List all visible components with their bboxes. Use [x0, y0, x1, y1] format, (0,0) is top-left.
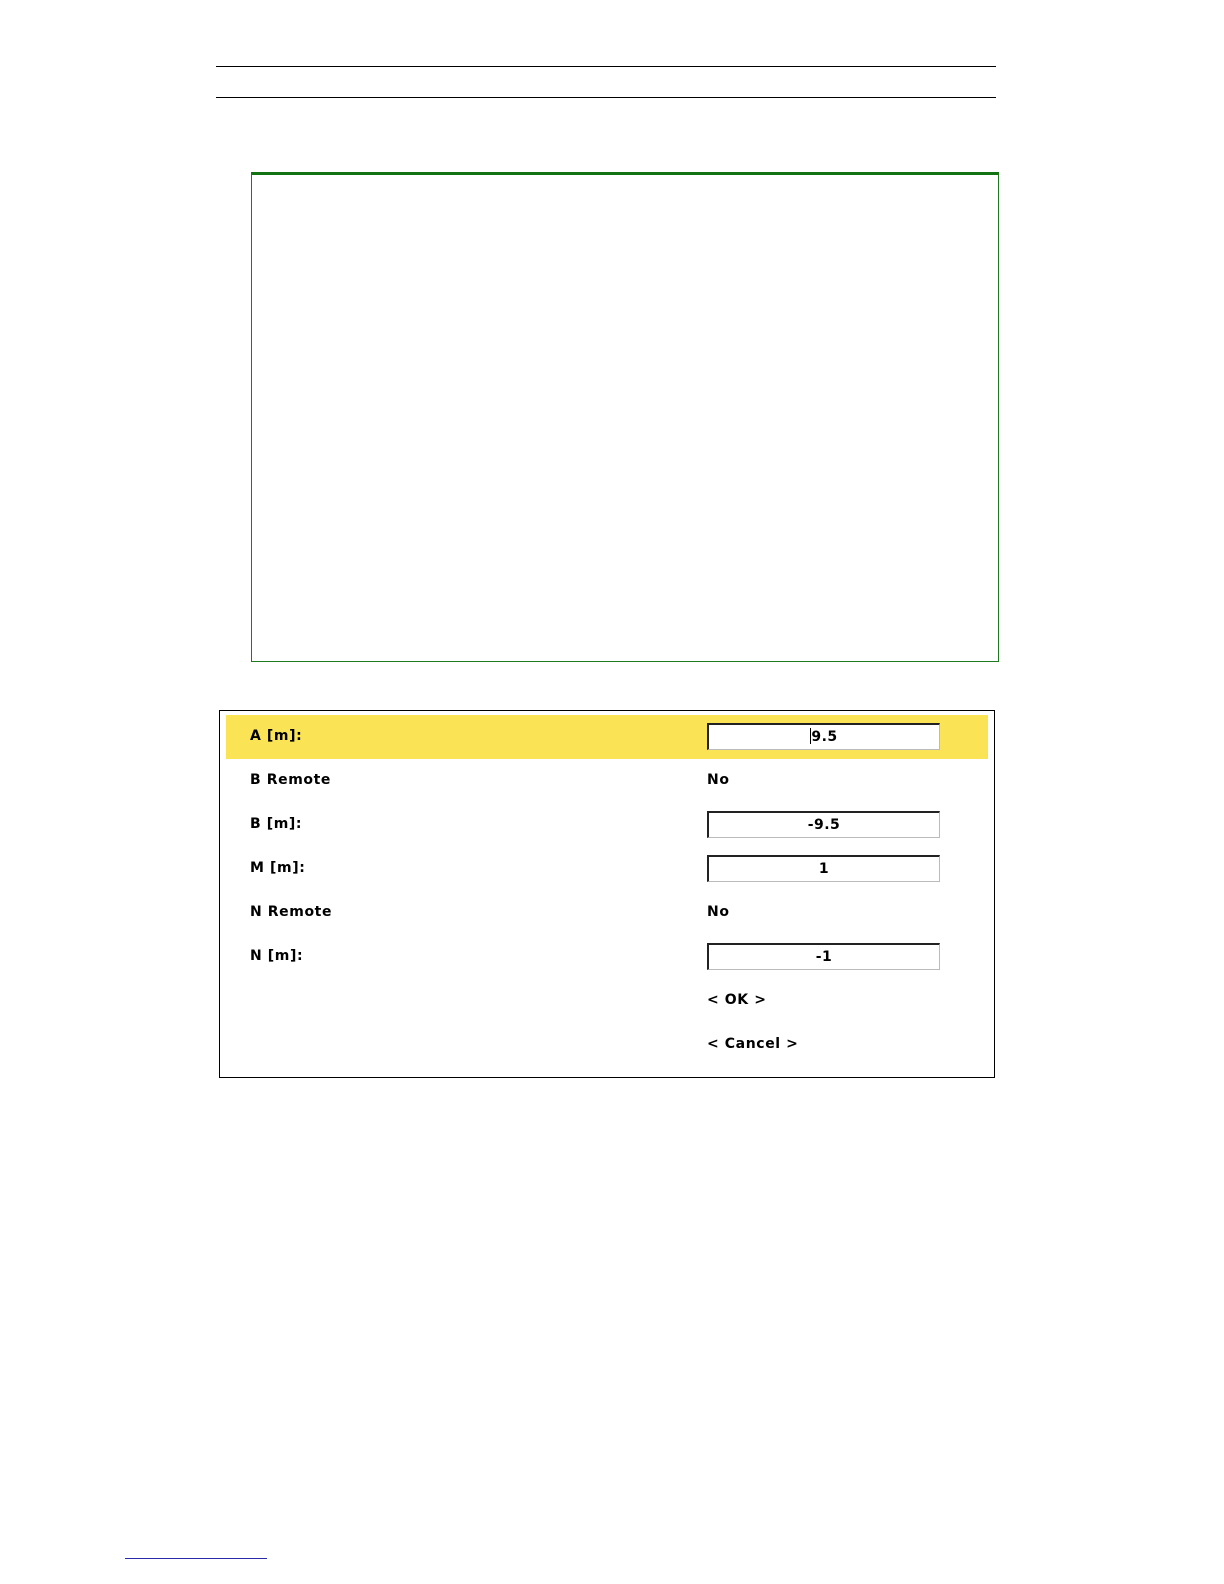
a-input-value: 9.5 — [811, 729, 838, 745]
b-remote-label: B Remote — [250, 772, 332, 788]
row-b[interactable] — [226, 803, 988, 847]
m-input[interactable]: 1 — [707, 855, 940, 882]
header-rule-bottom — [216, 97, 996, 98]
m-label: M [m]: — [250, 860, 306, 876]
cancel-button[interactable]: < Cancel > — [707, 1036, 799, 1052]
row-b-remote[interactable] — [226, 759, 988, 803]
n-label: N [m]: — [250, 948, 304, 964]
row-m[interactable] — [226, 847, 988, 891]
b-label: B [m]: — [250, 816, 303, 832]
row-n-remote[interactable] — [226, 891, 988, 935]
ok-button[interactable]: < OK > — [707, 992, 767, 1008]
row-a[interactable] — [226, 715, 988, 759]
footnote-separator — [125, 1558, 267, 1559]
settings-dialog — [219, 710, 995, 1078]
a-input[interactable] — [707, 723, 940, 750]
n-remote-label: N Remote — [250, 904, 333, 920]
b-input[interactable]: -9.5 — [707, 811, 940, 838]
n-input[interactable]: -1 — [707, 943, 940, 970]
row-ok — [226, 979, 988, 1023]
header-rule-top — [216, 66, 996, 67]
row-cancel — [226, 1023, 988, 1067]
b-remote-value[interactable]: No — [707, 772, 730, 788]
row-n[interactable] — [226, 935, 988, 979]
n-remote-value[interactable]: No — [707, 904, 730, 920]
preview-panel — [251, 172, 999, 662]
a-label: A [m]: — [250, 728, 303, 744]
